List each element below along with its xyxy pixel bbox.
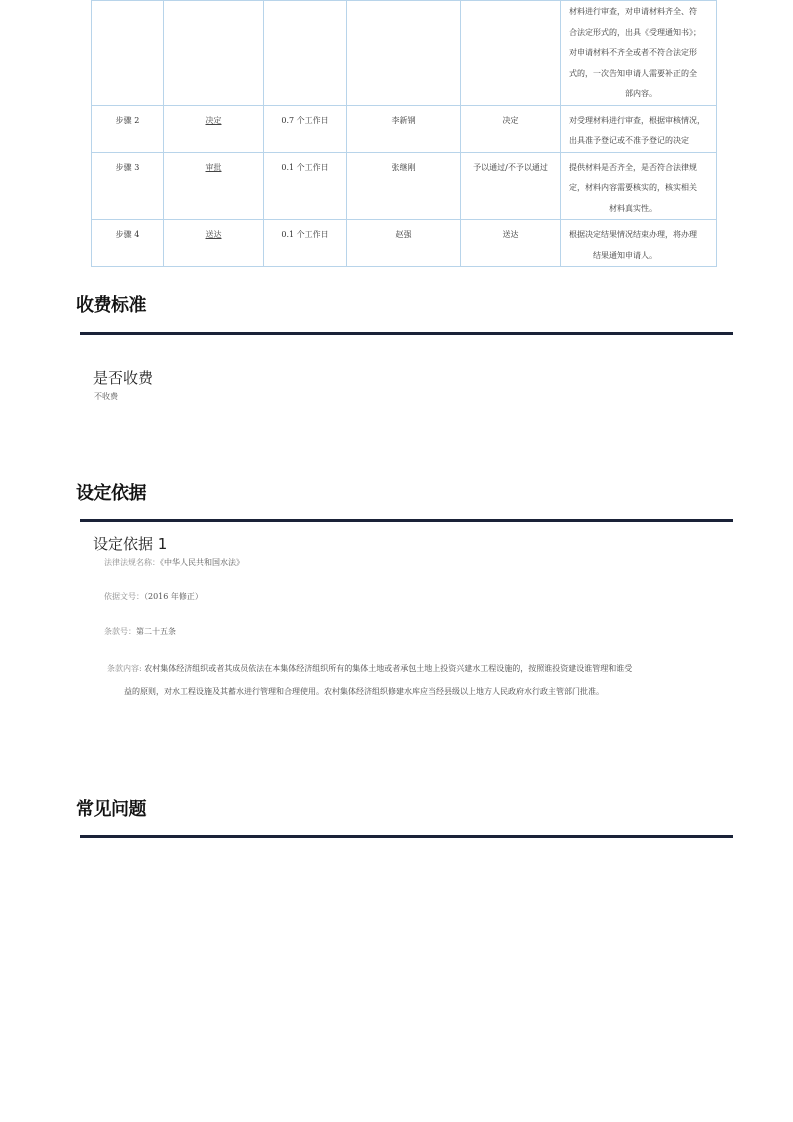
- desc-cell: [561, 105, 717, 152]
- clause-number-label: 条款号：: [104, 627, 136, 636]
- step-cell: 步骤 2: [92, 105, 164, 152]
- desc-line: 对受理材料进行审查，根据审核情况，: [569, 115, 705, 125]
- law-name-row: [104, 557, 244, 568]
- desc-line: 合法定形式的，出具《受理通知书》；: [569, 27, 701, 37]
- step-cell: [92, 1, 164, 106]
- table-row: [92, 1, 717, 106]
- time-cell: 0.1 个工作日: [264, 220, 347, 267]
- desc-line: 根据决定结果情况结束办理，将办理: [569, 230, 697, 239]
- time-cell: 0.7 个工作日: [264, 105, 347, 152]
- doc-number-value: （2016 年修正）: [144, 592, 203, 601]
- desc-line: 式的，一次告知申请人需要补正的全: [569, 68, 697, 78]
- process-steps-table: [91, 0, 717, 267]
- link-cell: [164, 105, 264, 152]
- section-divider: [80, 835, 733, 838]
- link-cell: [164, 220, 264, 267]
- desc-cell: [561, 1, 717, 106]
- basis-section-title: 设定依据: [76, 483, 146, 504]
- desc-line: 对申请材料不齐全或者不符合法定形: [569, 48, 697, 57]
- desc-line: 提供材料是否齐全，是否符合法律规: [569, 162, 697, 172]
- table-row: [92, 152, 717, 220]
- fee-value: 不收费: [94, 392, 118, 401]
- section-divider: [80, 519, 733, 522]
- desc-line: 结果通知申请人。: [593, 250, 657, 260]
- basis-subtitle: 设定依据 1: [93, 535, 168, 553]
- clause-content-text: 农村集体经济组织或者其成员依法在本集体经济组织所有的集体土地或者承包土地上投资兴建水工程设施的，按照谁投资建设谁管理和谁受: [144, 664, 633, 673]
- desc-cell: [561, 152, 717, 220]
- clause-content-label: 条款内容:: [107, 664, 142, 673]
- time-cell: [264, 1, 347, 106]
- result-cell: 予以通过/不予以通过: [461, 152, 561, 220]
- law-name-value: 《中华人民共和国水法》: [160, 558, 244, 567]
- link-cell: [164, 152, 264, 220]
- result-cell: [461, 1, 561, 106]
- time-cell: 0.1 个工作日: [264, 152, 347, 220]
- fee-section-title: 收费标准: [76, 295, 146, 316]
- desc-cell: [561, 220, 717, 267]
- doc-number-label: 依据文号：: [104, 592, 144, 601]
- desc-line: 材料进行审查，对申请材料齐全、符: [569, 7, 697, 16]
- step-cell: 步骤 3: [92, 152, 164, 220]
- step-link[interactable]: 决定: [205, 115, 222, 125]
- clause-content-line: 益的原则，对水工程设施及其蓄水进行管理和合理使用。农村集体经济组织修建水库应当经县级以上地方人民政府水行政主管部门批准。: [124, 687, 604, 696]
- desc-line: 定，材料内容需要核实的，核实相关: [569, 183, 697, 192]
- step-cell: 步骤 4: [92, 220, 164, 267]
- clause-content-line: [107, 657, 687, 680]
- doc-number-row: [104, 591, 203, 602]
- section-divider: [80, 332, 733, 335]
- clause-number-row: [104, 626, 176, 637]
- link-cell: [164, 1, 264, 106]
- desc-line: 部内容。: [625, 89, 657, 98]
- person-cell: [347, 1, 461, 106]
- table-row: [92, 105, 717, 152]
- result-cell: 送达: [461, 220, 561, 267]
- step-link[interactable]: 送达: [205, 230, 222, 239]
- clause-number-value: 第二十五条: [136, 627, 176, 636]
- person-cell: 赵强: [347, 220, 461, 267]
- person-cell: 李新钢: [347, 105, 461, 152]
- faq-section-title: 常见问题: [76, 799, 146, 820]
- law-name-label: 法律法规名称：: [104, 558, 160, 567]
- table-row: [92, 220, 717, 267]
- desc-line: 材料真实性。: [609, 203, 657, 213]
- clause-content: [107, 657, 687, 703]
- result-cell: 决定: [461, 105, 561, 152]
- step-link[interactable]: 审批: [205, 162, 222, 172]
- desc-line: 出具准予登记或不准予登记的决定: [569, 136, 689, 145]
- person-cell: 张继刚: [347, 152, 461, 220]
- fee-subtitle: 是否收费: [93, 369, 154, 387]
